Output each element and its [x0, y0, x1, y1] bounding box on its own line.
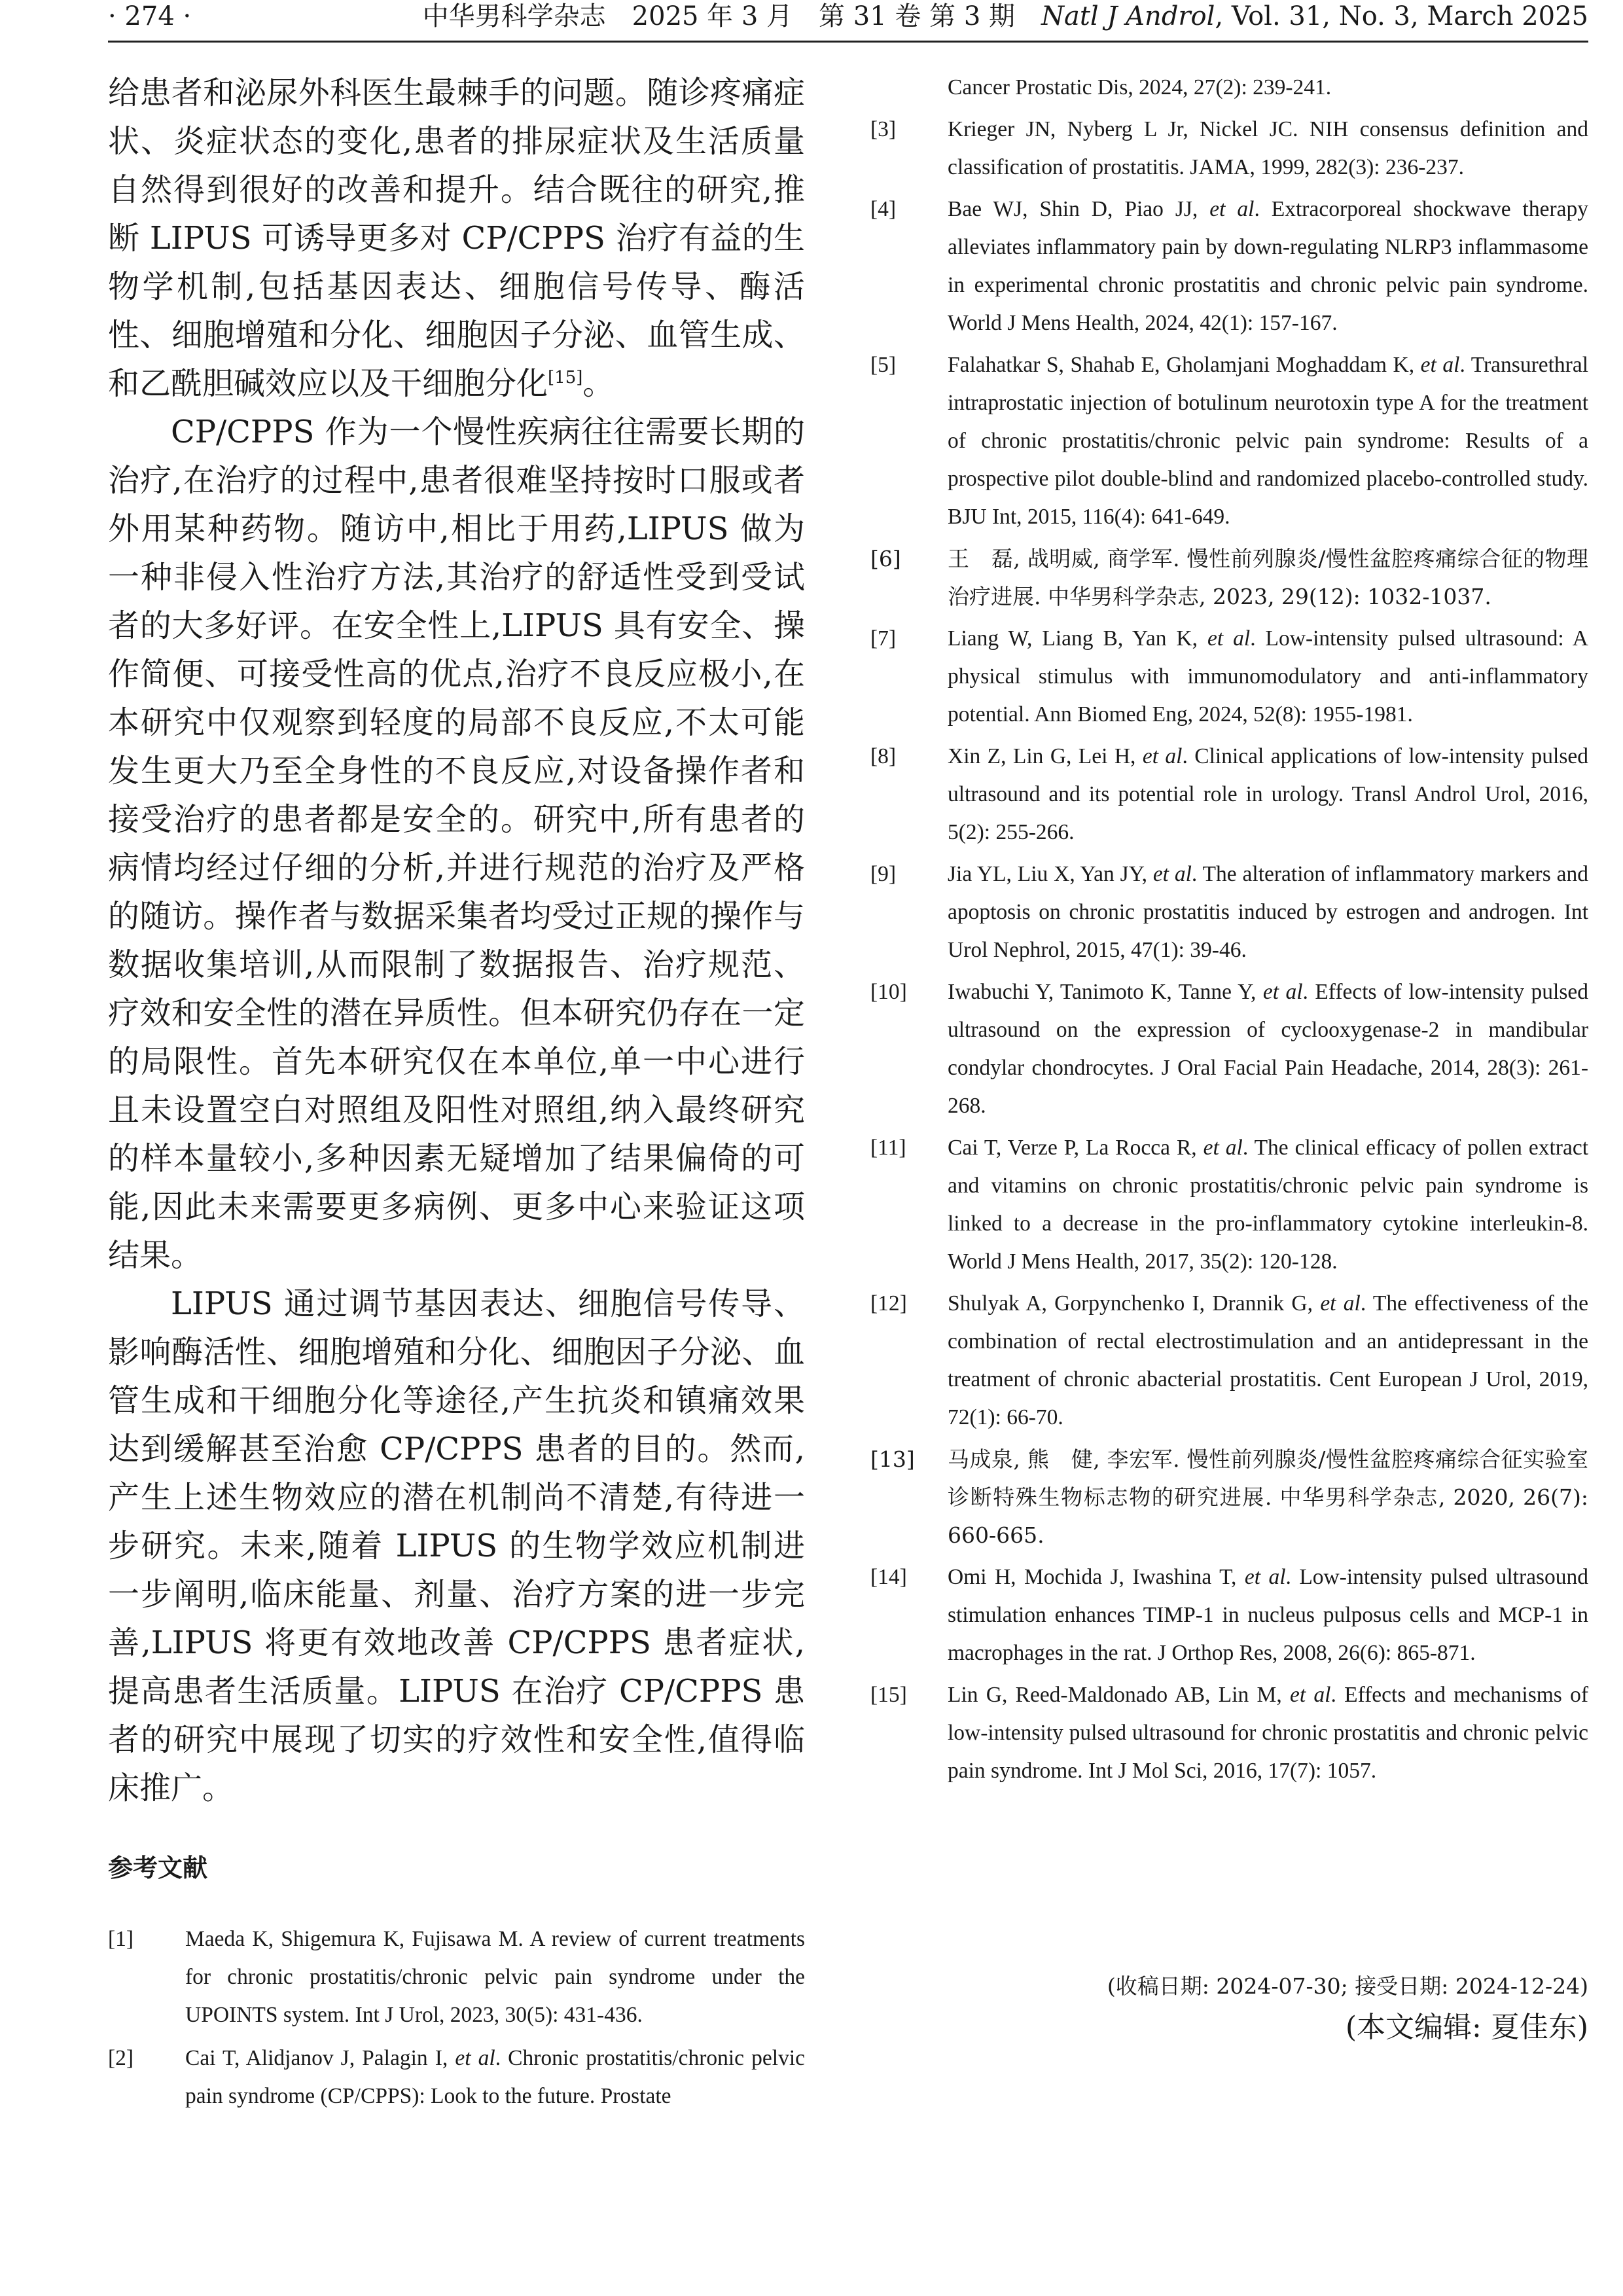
reference-text-rest: . The alteration of inflammatory markers and apoptosis on chronic prostatitis induced by estrogen and androgen. Int Urol Nephrol, 2015, 47(1): 39-46. [948, 862, 1588, 962]
reference-text-rest: . Low-intensity pulsed ultrasound: A physical stimulus with immunomodulatory and anti-inflammatory potential. Ann Biomed Eng, 2024, 52(8): 1955-1981. [948, 626, 1588, 726]
reference-list-right [870, 111, 1588, 1790]
reference-number: [1] [108, 1927, 134, 1951]
reference-item [870, 973, 1588, 1125]
reference-number: [11] [870, 1136, 906, 1160]
reference-text-rest: . Chronic prostatitis/chronic pelvic pain syndrome (CP/CPPS): Look to the future. Prostate [185, 2046, 805, 2108]
reference-item [870, 620, 1588, 734]
reference-text-rest: . The effectiveness of the combination of rectal electrostimulation and an antidepressant in the treatment of chronic abacterial prostatitis. Cent European J Urol, 2019, 72(1): 66-70. [948, 1291, 1588, 1429]
reference-et-al: et al [1262, 980, 1303, 1004]
reference-number: [8] [870, 744, 897, 768]
reference-et-al: et al [1289, 1683, 1331, 1707]
reference-et-al: et al [1320, 1291, 1361, 1316]
reference-2-continuation: Cancer Prostatic Dis, 2024, 27(2): 239-241. [948, 75, 1332, 99]
reference-item [870, 111, 1588, 187]
reference-text: Bae WJ, Shin D, Piao JJ, [948, 197, 1210, 221]
reference-item [870, 1129, 1588, 1281]
reference-item [870, 540, 1588, 616]
reference-text: Maeda K, Shigemura K, Fujisawa M. A review of current treatments for chronic prostatitis/chronic pelvic pain syndrome under the UPOINTS system. Int J Urol, 2023, 30(5): 431-436. [185, 1927, 805, 2027]
reference-text: Lin G, Reed-Maldonado AB, Lin M, [948, 1683, 1290, 1707]
reference-number: [12] [870, 1291, 907, 1316]
reference-number: [13] [870, 1446, 915, 1472]
left-column [108, 69, 805, 2115]
reference-number: [15] [870, 1683, 907, 1707]
reference-et-al: et al [455, 2046, 495, 2070]
journal-citation-line [423, 0, 1588, 33]
reference-text: 马成泉, 熊 健, 李宏军. 慢性前列腺炎/慢性盆腔疼痛综合征实验室诊断特殊生物标志物的研究进展. 中华男科学杂志, 2020, 26(7): 660-665. [948, 1446, 1588, 1548]
reference-text: 王 磊, 战明威, 商学军. 慢性前列腺炎/慢性盆腔疼痛综合征的物理治疗进展. 中华男科学杂志, 2023, 29(12): 1032-1037. [948, 546, 1588, 609]
reference-et-al: et al [1203, 1136, 1243, 1160]
reference-item [870, 190, 1588, 342]
reference-text-rest: . Extracorporeal shockwave therapy alleviates inflammatory pain by down-regulating NLRP3 inflammasome in experimental chronic prostatitis and chronic pelvic pain syndrome. World J Mens Health, 2024, 42(1): 157-167. [948, 197, 1589, 335]
reference-text-rest: . The clinical efficacy of pollen extract and vitamins on chronic prostatitis/chronic pelvic pain syndrome is linked to a decrease in the pro-inflammatory cytokine interleukin-8. World J Mens Health, 2017, 35(2): 120-128. [948, 1136, 1589, 1274]
reference-text-rest: . Transurethral intraprostatic injection of botulinum neurotoxin type A for the treatment of chronic prostatitis/chronic pelvic pain syndrome: Results of a prospective pilot double-blind and randomized placebo-controlled study. BJU Int, 2015, 116(4): 641-649. [948, 353, 1589, 529]
reference-item [870, 346, 1588, 536]
reference-text-rest: . Effects and mechanisms of low-intensity pulsed ultrasound for chronic prostatitis and chronic pelvic pain syndrome. Int J Mol Sci, 2016, 17(7): 1057. [948, 1683, 1589, 1783]
received-accepted-dates: (收稿日期: 2024-07-30; 接受日期: 2024-12-24) [1107, 1973, 1588, 1999]
journal-cn: 中华男科学杂志 2025 年 3 月 第 31 卷 第 3 期 [422, 1, 1015, 31]
reference-text: Liang W, Liang B, Yan K, [948, 626, 1207, 651]
reference-et-al: et al [1420, 353, 1460, 377]
reference-text-rest: . Clinical applications of low-intensity pulsed ultrasound and its potential role in urology. Transl Androl Urol, 2016, 5(2): 255-266. [948, 744, 1589, 844]
reference-number: [5] [870, 353, 897, 377]
reference-text: Omi H, Mochida J, Iwashina T, [948, 1565, 1245, 1589]
right-column [870, 69, 1588, 1790]
editor-credit: (本文编辑: 夏佳东) [1345, 2011, 1588, 2044]
reference-text: Cai T, Verze P, La Rocca R, [948, 1136, 1204, 1160]
reference-text: Krieger JN, Nyberg L Jr, Nickel JC. NIH consensus definition and classification of prostatitis. JAMA, 1999, 282(3): 236-237. [948, 117, 1588, 179]
journal-issue: , Vol. 31, No. 3, March 2025 [1215, 1, 1588, 31]
reference-text: Falahatkar S, Shahab E, Gholamjani Moghaddam K, [948, 353, 1421, 377]
reference-et-al: et al [1244, 1565, 1286, 1589]
reference-item [870, 738, 1588, 852]
reference-text-rest: . Low-intensity pulsed ultrasound stimulation enhances TIMP-1 in nucleus pulposus cells and MCP-1 in macrophages in the rat. J Orthop Res, 2008, 26(6): 865-871. [948, 1565, 1589, 1665]
reference-number: [3] [870, 117, 897, 141]
reference-number: [7] [870, 626, 897, 651]
reference-list-left [108, 1920, 805, 2115]
reference-item [870, 855, 1588, 969]
citation-superscript[interactable]: [15] [548, 368, 583, 387]
reference-number: [6] [870, 546, 901, 571]
reference-et-al: et al [1207, 626, 1251, 651]
reference-number: [14] [870, 1565, 907, 1589]
page-number: · 274 · [108, 1, 192, 31]
reference-item [108, 2039, 805, 2115]
reference-item [870, 1285, 1588, 1437]
reference-item [108, 1920, 805, 2034]
running-header [108, 0, 1588, 43]
reference-text: Xin Z, Lin G, Lei H, [948, 744, 1143, 768]
reference-text: Jia YL, Liu X, Yan JY, [948, 862, 1153, 886]
paragraph-1: 给患者和泌尿外科医生最棘手的问题。随诊疼痛症状、炎症状态的变化,患者的排尿症状及生活质量自然得到很好的改善和提升。结合既往的研究,推断 LIPUS 可诱导更多对 CP/CPPS 治疗有益的生物学机制,包括基因表达、细胞信号传导、酶活性、细胞增殖和分化、细胞因子分泌、血管生成、和乙酰胆碱效应以及干细胞分化[15]。 [108, 75, 805, 402]
reference-number: [4] [870, 197, 897, 221]
reference-text: Cai T, Alidjanov J, Palagin I, [185, 2046, 455, 2070]
reference-number: [9] [870, 862, 897, 886]
references-heading: 参考文献 [108, 1854, 208, 1882]
reference-item [870, 1558, 1588, 1672]
reference-et-al: et al [1142, 744, 1183, 768]
reference-et-al: et al [1209, 197, 1255, 221]
reference-number: [2] [108, 2046, 134, 2070]
reference-et-al: et al [1152, 862, 1192, 886]
reference-item [870, 1676, 1588, 1790]
reference-text: Iwabuchi Y, Tanimoto K, Tanne Y, [948, 980, 1263, 1004]
journal-en-title: Natl J Androl [1041, 1, 1215, 31]
reference-text-rest: . Effects of low-intensity pulsed ultrasound on the expression of cyclooxygenase-2 in mandibular condylar chondrocytes. J Oral Facial Pain Headache, 2014, 28(3): 261-268. [948, 980, 1589, 1118]
paragraph-3: LIPUS 通过调节基因表达、细胞信号传导、影响酶活性、细胞增殖和分化、细胞因子分泌、血管生成和干细胞分化等途径,产生抗炎和镇痛效果达到缓解甚至治愈 CP/CPPS 患者的目的。然而,产生上述生物效应的潜在机制尚不清楚,有待进一步研究。未来,随着 LIPUS 的生物学效应机制进一步阐明,临床能量、剂量、治疗方案的进一步完善,LIPUS 将更有效地改善 CP/CPPS 患者症状,提高患者生活质量。LIPUS 在治疗 CP/CPPS 患者的研究中展现了切实的疗效性和安全性,值得临床推广。 [108, 1285, 805, 1806]
reference-text: Shulyak A, Gorpynchenko I, Drannik G, [948, 1291, 1321, 1316]
paragraph-2: CP/CPPS 作为一个慢性疾病往往需要长期的治疗,在治疗的过程中,患者很难坚持按时口服或者外用某种药物。随访中,相比于用药,LIPUS 做为一种非侵入性治疗方法,其治疗的舒适性受到受试者的大多好评。在安全性上,LIPUS 具有安全、操作简便、可接受性高的优点,治疗不良反应极小,在本研究中仅观察到轻度的局部不良反应,不太可能发生更大乃至全身性的不良反应,对设备操作者和接受治疗的患者都是安全的。研究中,所有患者的病情均经过仔细的分析,并进行规范的治疗及严格的随访。操作者与数据采集者均受过正规的操作与数据收集培训,从而限制了数据报告、治疗规范、疗效和安全性的潜在异质性。但本研究仍存在一定的局限性。首先本研究仅在本单位,单一中心进行且未设置空白对照组及阳性对照组,纳入最终研究的样本量较小,多种因素无疑增加了结果偏倚的可能,因此未来需要更多病例、更多中心来验证这项结果。 [108, 414, 805, 1274]
reference-item [870, 1441, 1588, 1554]
reference-number: [10] [870, 980, 907, 1004]
